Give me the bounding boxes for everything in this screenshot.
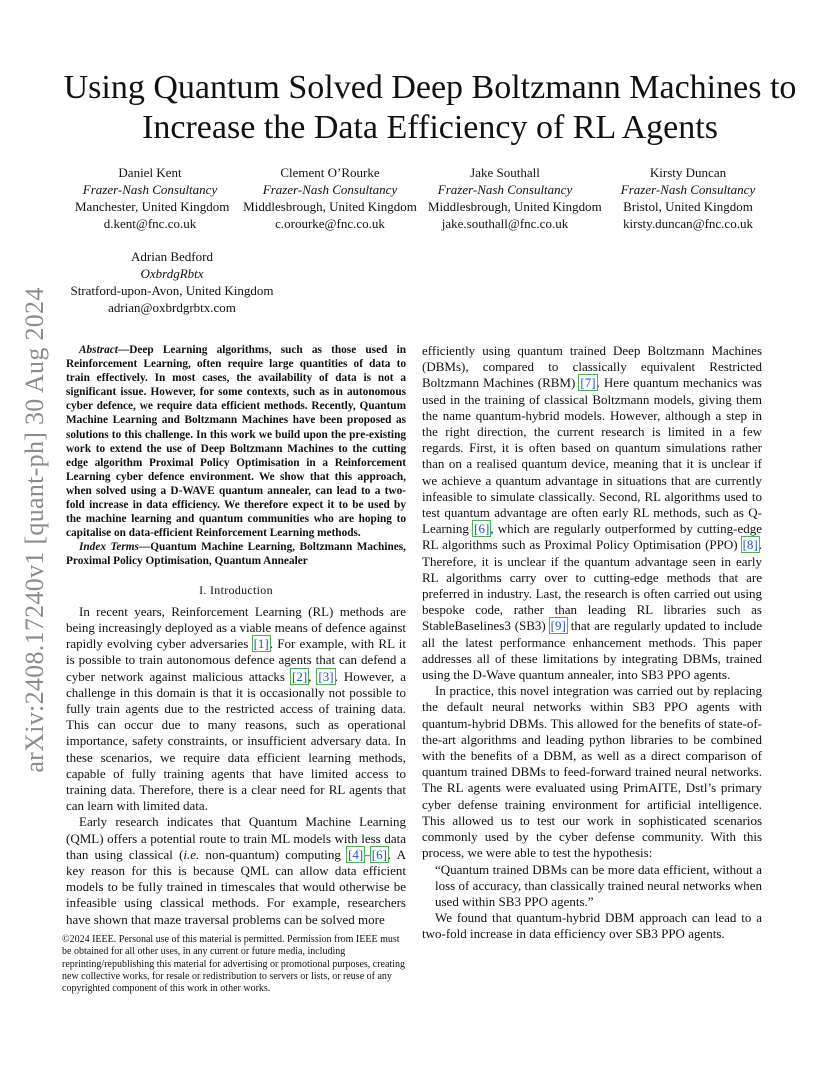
author-email: d.kent@fnc.co.uk [103, 216, 197, 231]
author-email: kirsty.duncan@fnc.co.uk [623, 216, 753, 231]
arxiv-identifier-sidebar [12, 260, 58, 800]
author-name: Jake Southall [470, 165, 540, 180]
citation-link[interactable]: [2] [291, 668, 308, 684]
author-name: Kirsty Duncan [649, 165, 727, 180]
author-name: Adrian Bedford [131, 249, 213, 264]
arxiv-identifier: arXiv:2408.17240v1 [quant-ph] 30 Aug 2024 [20, 287, 49, 773]
author-affiliation: Frazer-Nash Consultancy [620, 182, 756, 197]
citation-link[interactable]: [4] [348, 846, 364, 862]
author-block-bedford [66, 248, 278, 316]
author-location: Stratford-upon-Avon, United Kingdom [70, 283, 274, 298]
abstract-text: —Deep Learning algorithms, such as those used in Reinforcement Learning, often require large quantities of data to train effectively. In most cases, the availability of data is not a significant issue. However, for some contexts, such as in autonomous cyber defence, we require data efficient methods. Recently, Quantum Machine Learning and Boltzmann Machines have been proposed as solutions to this challenge. In this work we build upon the pre-existing work to extend the use of Deep Boltzmann Machines to the cutting edge algorithm Proximal Policy Optimisation in a Reinforcement Learning cyber defence environment. We show that this approach, when solved using a D-WAVE quantum annealer, can lead to a two-fold increase in data efficiency. We therefore expect it to be used by the machine learning and quantum communities who are hoping to capitalise on data-efficient Reinforcement Learning methods. [66, 344, 406, 540]
author-name: Clement O’Rourke [280, 165, 380, 180]
author-email: c.orourke@fnc.co.uk [275, 216, 385, 231]
citation-link[interactable]: [1] [253, 636, 269, 652]
paragraph-intro-3: efficiently using quantum trained Deep Boltzmann Machines (DBMs), compared to classically equivalent Restricted Boltzmann Machines (RBM) [7]. Here quantum mechanics was used in the training of classical Boltzmann models, giving them the name quantum-hybrid models. However, although a step in the right direction, the current research is limited in a few regards. First, it is often based on quantum simulations rather than on a realised quantum device, meaning that it is unclear if we achieve a quantum advantage in situations that are currently infeasible to simulate classically. Second, RL algorithms used to test quantum advantage are often early RL methods, such as Q-Learning [6], which are regularly outperformed by cutting-edge RL algorithms such as Proximal Policy Optimisation (PPO) [8]. Therefore, it is unclear if the quantum advantage seen in early RL algorithms carry over to cutting-edge methods that are preferred in industry. Last, the research is often carried out using bespoke code, rather than leading RL libraries such as StableBaselines3 (SB3) [9] that are regularly updated to include all the latest performance enhancement methods. This paper addresses all of these limitations by integrating DBMs, trained using the D-Wave quantum annealer, into SB3 PPO agents. [422, 343, 762, 683]
abstract [66, 343, 406, 540]
author-location: Middlesbrough, United Kingdom [243, 199, 417, 214]
author-name: Daniel Kent [118, 165, 182, 180]
author-block-kent [75, 164, 230, 232]
author-affiliation: Frazer-Nash Consultancy [82, 182, 218, 197]
citation-link[interactable]: [3] [318, 668, 334, 684]
citation-link[interactable]: [8] [742, 537, 758, 553]
author-block-orourke [240, 164, 420, 232]
author-block-duncan [614, 164, 762, 232]
paragraph-intro-4: In practice, this novel integration was carried out by replacing the default neural networks within SB3 PPO agents with quantum-hybrid DBMs. This allowed for the benefits of state-of-the-art algorithms and leading python libraries to be combined with the benefits of a DBM, as well as a direct comparison of quantum trained DBMs to feed-forward trained neural networks. The RL agents were evaluated using PrimAITE, Dstl’s primary cyber defense training environment for artificial intelligence. This allowed us to test our work in sophisticated scenarios commonly used by the cyber defense community. With this process, we were able to test the hypothesis: [422, 683, 762, 861]
index-terms-label: Index Terms [79, 541, 139, 554]
author-affiliation: Frazer-Nash Consultancy [262, 182, 398, 197]
author-location: Bristol, United Kingdom [623, 199, 753, 214]
author-email: adrian@oxbrdgrbtx.com [108, 300, 236, 315]
author-location: Manchester, United Kingdom [75, 199, 230, 214]
hypothesis-quote: “Quantum trained DBMs can be more data efficient, without a loss of accuracy, than classically trained neural networks when used within SB3 PPO agents.” [435, 861, 762, 909]
index-terms-text: —Quantum Machine Learning, Boltzmann Machines, Proximal Policy Optimisation, Quantum Annealer [66, 541, 406, 568]
right-column [422, 343, 762, 943]
citation-link[interactable]: [6] [371, 846, 387, 862]
left-column [66, 343, 406, 928]
paragraph-intro-1: In recent years, Reinforcement Learning (RL) methods are being increasingly deployed as a viable means of defence against rapidly evolving cyber adversaries [1]. For example, with RL it is possible to train autonomous defence agents that can defend a cyber network against malicious attacks [2], [3]. However, a challenge in this domain is that it is occasionally not possible to fully train agents due to the restricted access of training data. This can occur due to many reasons, such as operational importance, safety constraints, or insufficient adversary data. In these scenarios, we require data efficient learning methods, capable of fully training agents that have limited access to training data. Therefore, there is a clear need for RL agents that can learn with limited data. [66, 603, 407, 814]
paper-title: Using Quantum Solved Deep Boltzmann Machines to Increase the Data Efficiency of RL Agents [63, 69, 797, 146]
paragraph-intro-2: Early research indicates that Quantum Machine Learning (QML) offers a potential route to train ML models with less data than using classical (i.e. non-quantum) computing [4]–[6]. A key reason for this is because QML can allow data efficient models to be fully trained in timescales that would otherwise be infeasible using classical methods. For example, researchers have shown that maze traversal problems can be solved more [66, 814, 407, 927]
author-affiliation: Frazer-Nash Consultancy [437, 182, 573, 197]
abstract-label: Abstract [79, 344, 118, 356]
author-affiliation: OxbrdgRbtx [140, 266, 204, 281]
citation-link[interactable]: [6] [474, 521, 490, 537]
section-heading-introduction: I. Introduction [199, 582, 273, 597]
citation-link[interactable]: [9] [550, 618, 566, 634]
copyright-notice: ©2024 IEEE. Personal use of this material is permitted. Permission from IEEE must be obtained for all other uses, in any current or future media, including reprinting/republishing this material for advertising or promotional purposes, creating new collective works, for resale or redistribution to servers or lists, or reuse of any copyrighted component of this work in other works. [62, 934, 405, 995]
author-location: Middlesbrough, United Kingdom [428, 199, 602, 214]
paragraph-intro-5: We found that quantum-hybrid DBM approach can lead to a two-fold increase in data efficiency over SB3 PPO agents. [422, 910, 762, 942]
index-terms [66, 540, 406, 568]
author-email: jake.southall@fnc.co.uk [441, 216, 569, 231]
citation-link[interactable]: [7] [580, 375, 596, 391]
author-block-southall [428, 164, 602, 232]
